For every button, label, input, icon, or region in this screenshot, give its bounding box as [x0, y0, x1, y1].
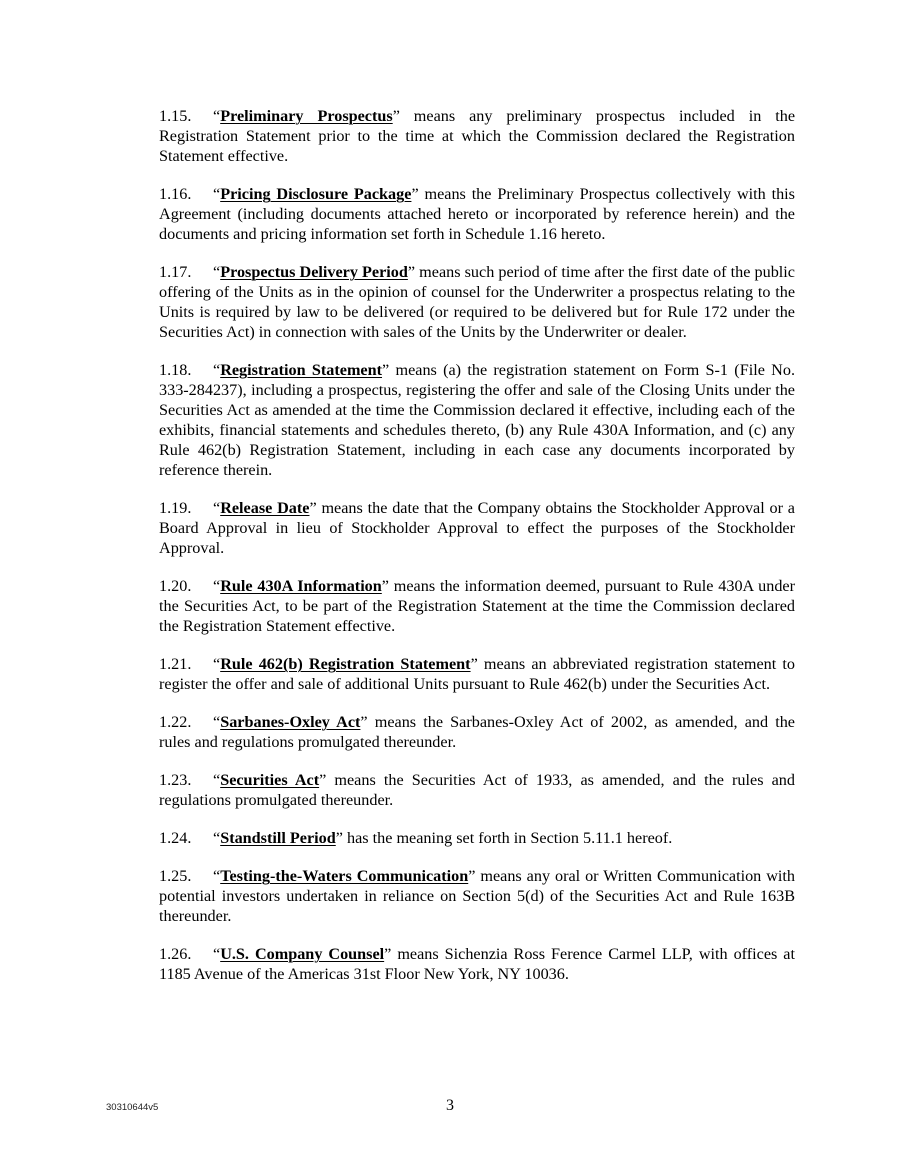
definition-paragraph [159, 360, 795, 480]
definitions-list [159, 106, 795, 1002]
defined-term: Testing-the-Waters Communication [220, 867, 469, 885]
defined-term: Release Date [220, 499, 310, 517]
definition-text: ” means the information deemed, pursuant to Rule 430A under the Securities Act, to be part of the Registration Statement at the time the Commission declared the Registration Statement effective. [159, 577, 795, 635]
open-quote: “ [213, 829, 221, 847]
defined-term: Sarbanes-Oxley Act [220, 713, 361, 731]
open-quote: “ [213, 263, 221, 281]
definition-paragraph [159, 770, 795, 810]
definition-text: ” means any preliminary prospectus included in the Registration Statement prior to the time at which the Commission declared the Registration Statement effective. [159, 107, 796, 165]
defined-term: Rule 430A Information [220, 577, 382, 595]
section-number: 1.19. [159, 499, 192, 517]
defined-term: Rule 462(b) Registration Statement [220, 655, 471, 673]
section-number: 1.18. [159, 361, 192, 379]
definition-paragraph [159, 576, 795, 636]
open-quote: “ [213, 499, 221, 517]
open-quote: “ [213, 361, 221, 379]
definition-text: ” means (a) the registration statement on Form S-1 (File No. 333-284237), including a prospectus, registering the offer and sale of the Closing Units under the Securities Act as amended at the time the Commission declared it effective, including each of the exhibits, financial statements and schedules thereto, (b) any Rule 430A Information, and (c) any Rule 462(b) Registration Statement, including in each case any documents incorporated by reference therein. [159, 361, 795, 479]
defined-term: Preliminary Prospectus [220, 107, 393, 125]
open-quote: “ [213, 107, 221, 125]
defined-term: Securities Act [220, 771, 320, 789]
definition-paragraph [159, 712, 795, 752]
open-quote: “ [213, 185, 221, 203]
defined-term: Pricing Disclosure Package [220, 185, 412, 203]
open-quote: “ [213, 655, 221, 673]
section-number: 1.23. [159, 771, 192, 789]
document-id: 30310644v5 [106, 1102, 159, 1113]
definition-text: ” means the Preliminary Prospectus collectively with this Agreement (including documents attached hereto or incorporated by reference herein) and the documents and pricing information set forth in Schedule 1.16 hereto. [159, 185, 795, 243]
definition-paragraph [159, 184, 795, 244]
definition-text: ” means the date that the Company obtains the Stockholder Approval or a Board Approval in lieu of Stockholder Approval to effect the purposes of the Stockholder Approval. [159, 499, 795, 557]
definition-text: ” has the meaning set forth in Section 5.11.1 hereof. [335, 829, 673, 847]
defined-term: Standstill Period [220, 829, 336, 847]
defined-term: U.S. Company Counsel [220, 945, 385, 963]
definition-paragraph [159, 866, 795, 926]
definition-paragraph [159, 106, 795, 166]
section-number: 1.24. [159, 829, 192, 847]
definition-paragraph [159, 262, 795, 342]
open-quote: “ [213, 577, 221, 595]
section-number: 1.26. [159, 945, 192, 963]
definition-text: ” means Sichenzia Ross Ference Carmel LLP, with offices at 1185 Avenue of the Americas 31st Floor New York, NY 10036. [159, 945, 795, 983]
section-number: 1.25. [159, 867, 192, 885]
definition-paragraph [159, 654, 795, 694]
definition-text: ” means such period of time after the first date of the public offering of the Units as in the opinion of counsel for the Underwriter a prospectus relating to the Units is required by law to be delivered (or required to be delivered but for Rule 172 under the Securities Act) in connection with sales of the Units by the Underwriter or dealer. [159, 263, 795, 341]
section-number: 1.16. [159, 185, 192, 203]
open-quote: “ [213, 945, 221, 963]
definition-text: ” means an abbreviated registration statement to register the offer and sale of additional Units pursuant to Rule 462(b) under the Securities Act. [159, 655, 795, 693]
definition-paragraph [159, 498, 795, 558]
definition-text: ” means the Sarbanes-Oxley Act of 2002, as amended, and the rules and regulations promulgated thereunder. [159, 713, 795, 751]
open-quote: “ [213, 713, 221, 731]
defined-term: Prospectus Delivery Period [220, 263, 408, 281]
section-number: 1.20. [159, 577, 192, 595]
page-number: 3 [446, 1097, 454, 1114]
definition-text: ” means the Securities Act of 1933, as amended, and the rules and regulations promulgated thereunder. [159, 771, 795, 809]
section-number: 1.17. [159, 263, 192, 281]
definition-paragraph [159, 828, 795, 848]
definition-paragraph [159, 944, 795, 984]
section-number: 1.15. [159, 107, 192, 125]
section-number: 1.21. [159, 655, 192, 673]
open-quote: “ [213, 771, 221, 789]
section-number: 1.22. [159, 713, 192, 731]
definition-text: ” means any oral or Written Communication with potential investors undertaken in reliance on Section 5(d) of the Securities Act and Rule 163B thereunder. [159, 867, 795, 925]
open-quote: “ [213, 867, 221, 885]
defined-term: Registration Statement [220, 361, 383, 379]
